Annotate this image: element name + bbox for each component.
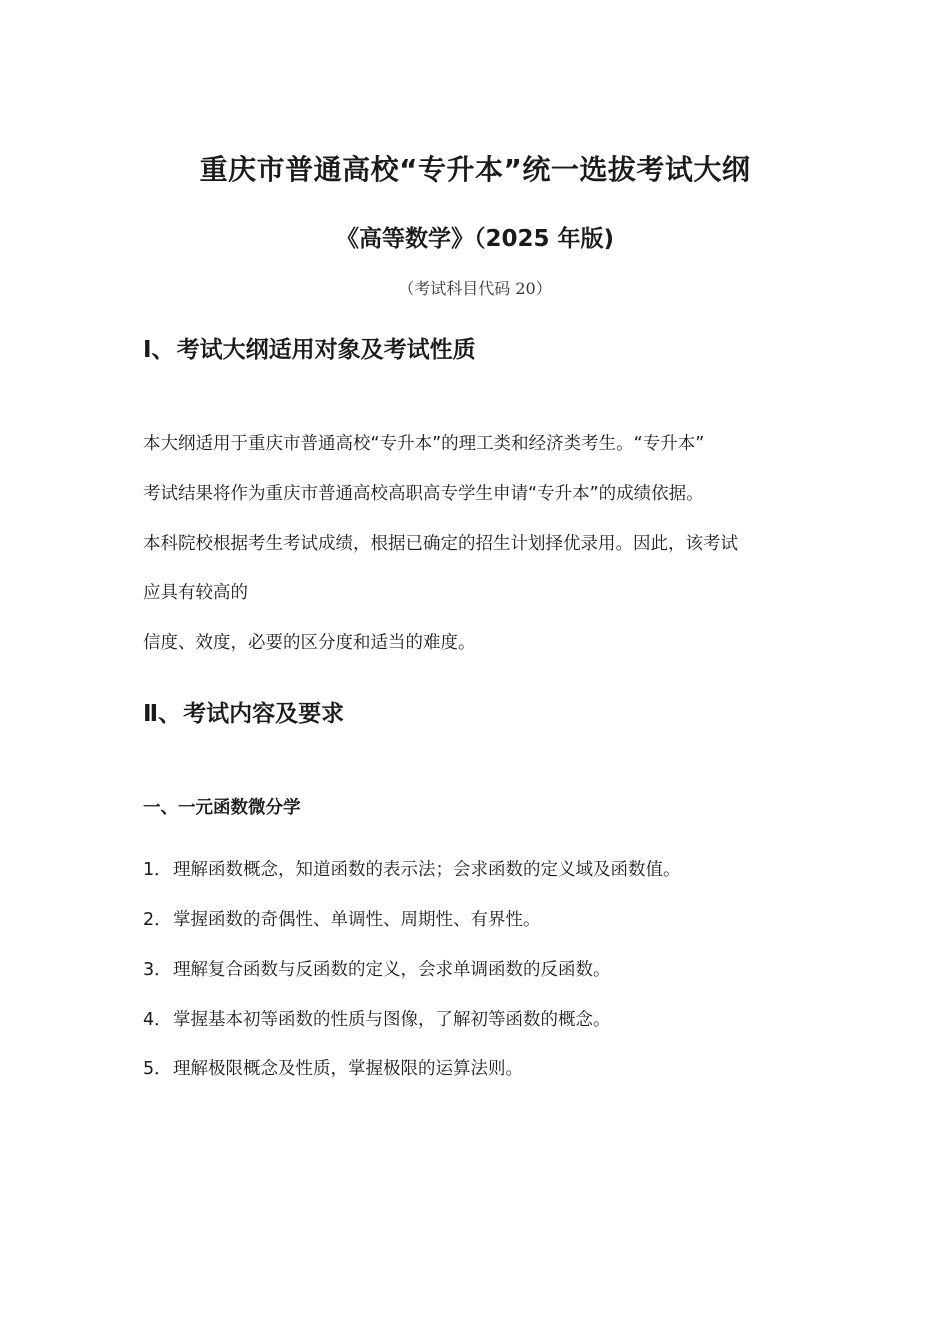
list-item bbox=[143, 957, 611, 983]
section-1-paragraph-line: 考试结果将作为重庆市普通高校高职高专学生申请“专升本”的成绩依据。 bbox=[143, 484, 704, 504]
section-2-heading bbox=[143, 697, 344, 731]
section-1-paragraph-line: 本科院校根据考生考试成绩，根据已确定的招生计划择优录用。因此，该考试 bbox=[143, 534, 738, 554]
list-item-number: 5． bbox=[143, 1059, 172, 1079]
section-1-paragraph-line: 信度、效度，必要的区分度和适当的难度。 bbox=[143, 633, 476, 653]
list-item-number: 2． bbox=[143, 910, 172, 930]
list-item-number: 1． bbox=[143, 860, 172, 880]
section-1-paragraph-line: 应具有较高的 bbox=[143, 583, 248, 603]
list-item-text: 掌握函数的奇偶性、单调性、周期性、有界性。 bbox=[173, 910, 541, 930]
section-2-number: Ⅱ、 bbox=[143, 701, 182, 727]
subsection-heading: 一、一元函数微分学 bbox=[143, 798, 301, 818]
list-item-number: 3． bbox=[143, 960, 172, 980]
section-1-heading bbox=[143, 333, 476, 367]
list-item bbox=[143, 1056, 523, 1082]
document-subtitle: 《高等数学》（2025 年版) bbox=[335, 226, 615, 252]
list-item bbox=[143, 1007, 611, 1033]
section-1-paragraph-line: 本大纲适用于重庆市普通高校“专升本”的理工类和经济类考生。“专升本” bbox=[143, 434, 705, 454]
list-item-number: 4． bbox=[143, 1010, 172, 1030]
list-item bbox=[143, 907, 541, 933]
section-1-heading-text: 考试大纲适用对象及考试性质 bbox=[176, 337, 476, 363]
list-item bbox=[143, 857, 681, 883]
list-item-text: 理解函数概念，知道函数的表示法；会求函数的定义域及函数值。 bbox=[173, 860, 681, 880]
document-title: 重庆市普通高校“专升本”统一选拔考试大纲 bbox=[199, 153, 751, 186]
section-2-heading-text: 考试内容及要求 bbox=[183, 701, 345, 727]
section-1-number: Ⅰ、 bbox=[143, 337, 175, 363]
list-item-text: 理解复合函数与反函数的定义，会求单调函数的反函数。 bbox=[173, 960, 611, 980]
list-item-text: 理解极限概念及性质，掌握极限的运算法则。 bbox=[173, 1059, 523, 1079]
subject-code: （考试科目代码 20） bbox=[398, 279, 552, 298]
list-item-text: 掌握基本初等函数的性质与图像，了解初等函数的概念。 bbox=[173, 1010, 611, 1030]
